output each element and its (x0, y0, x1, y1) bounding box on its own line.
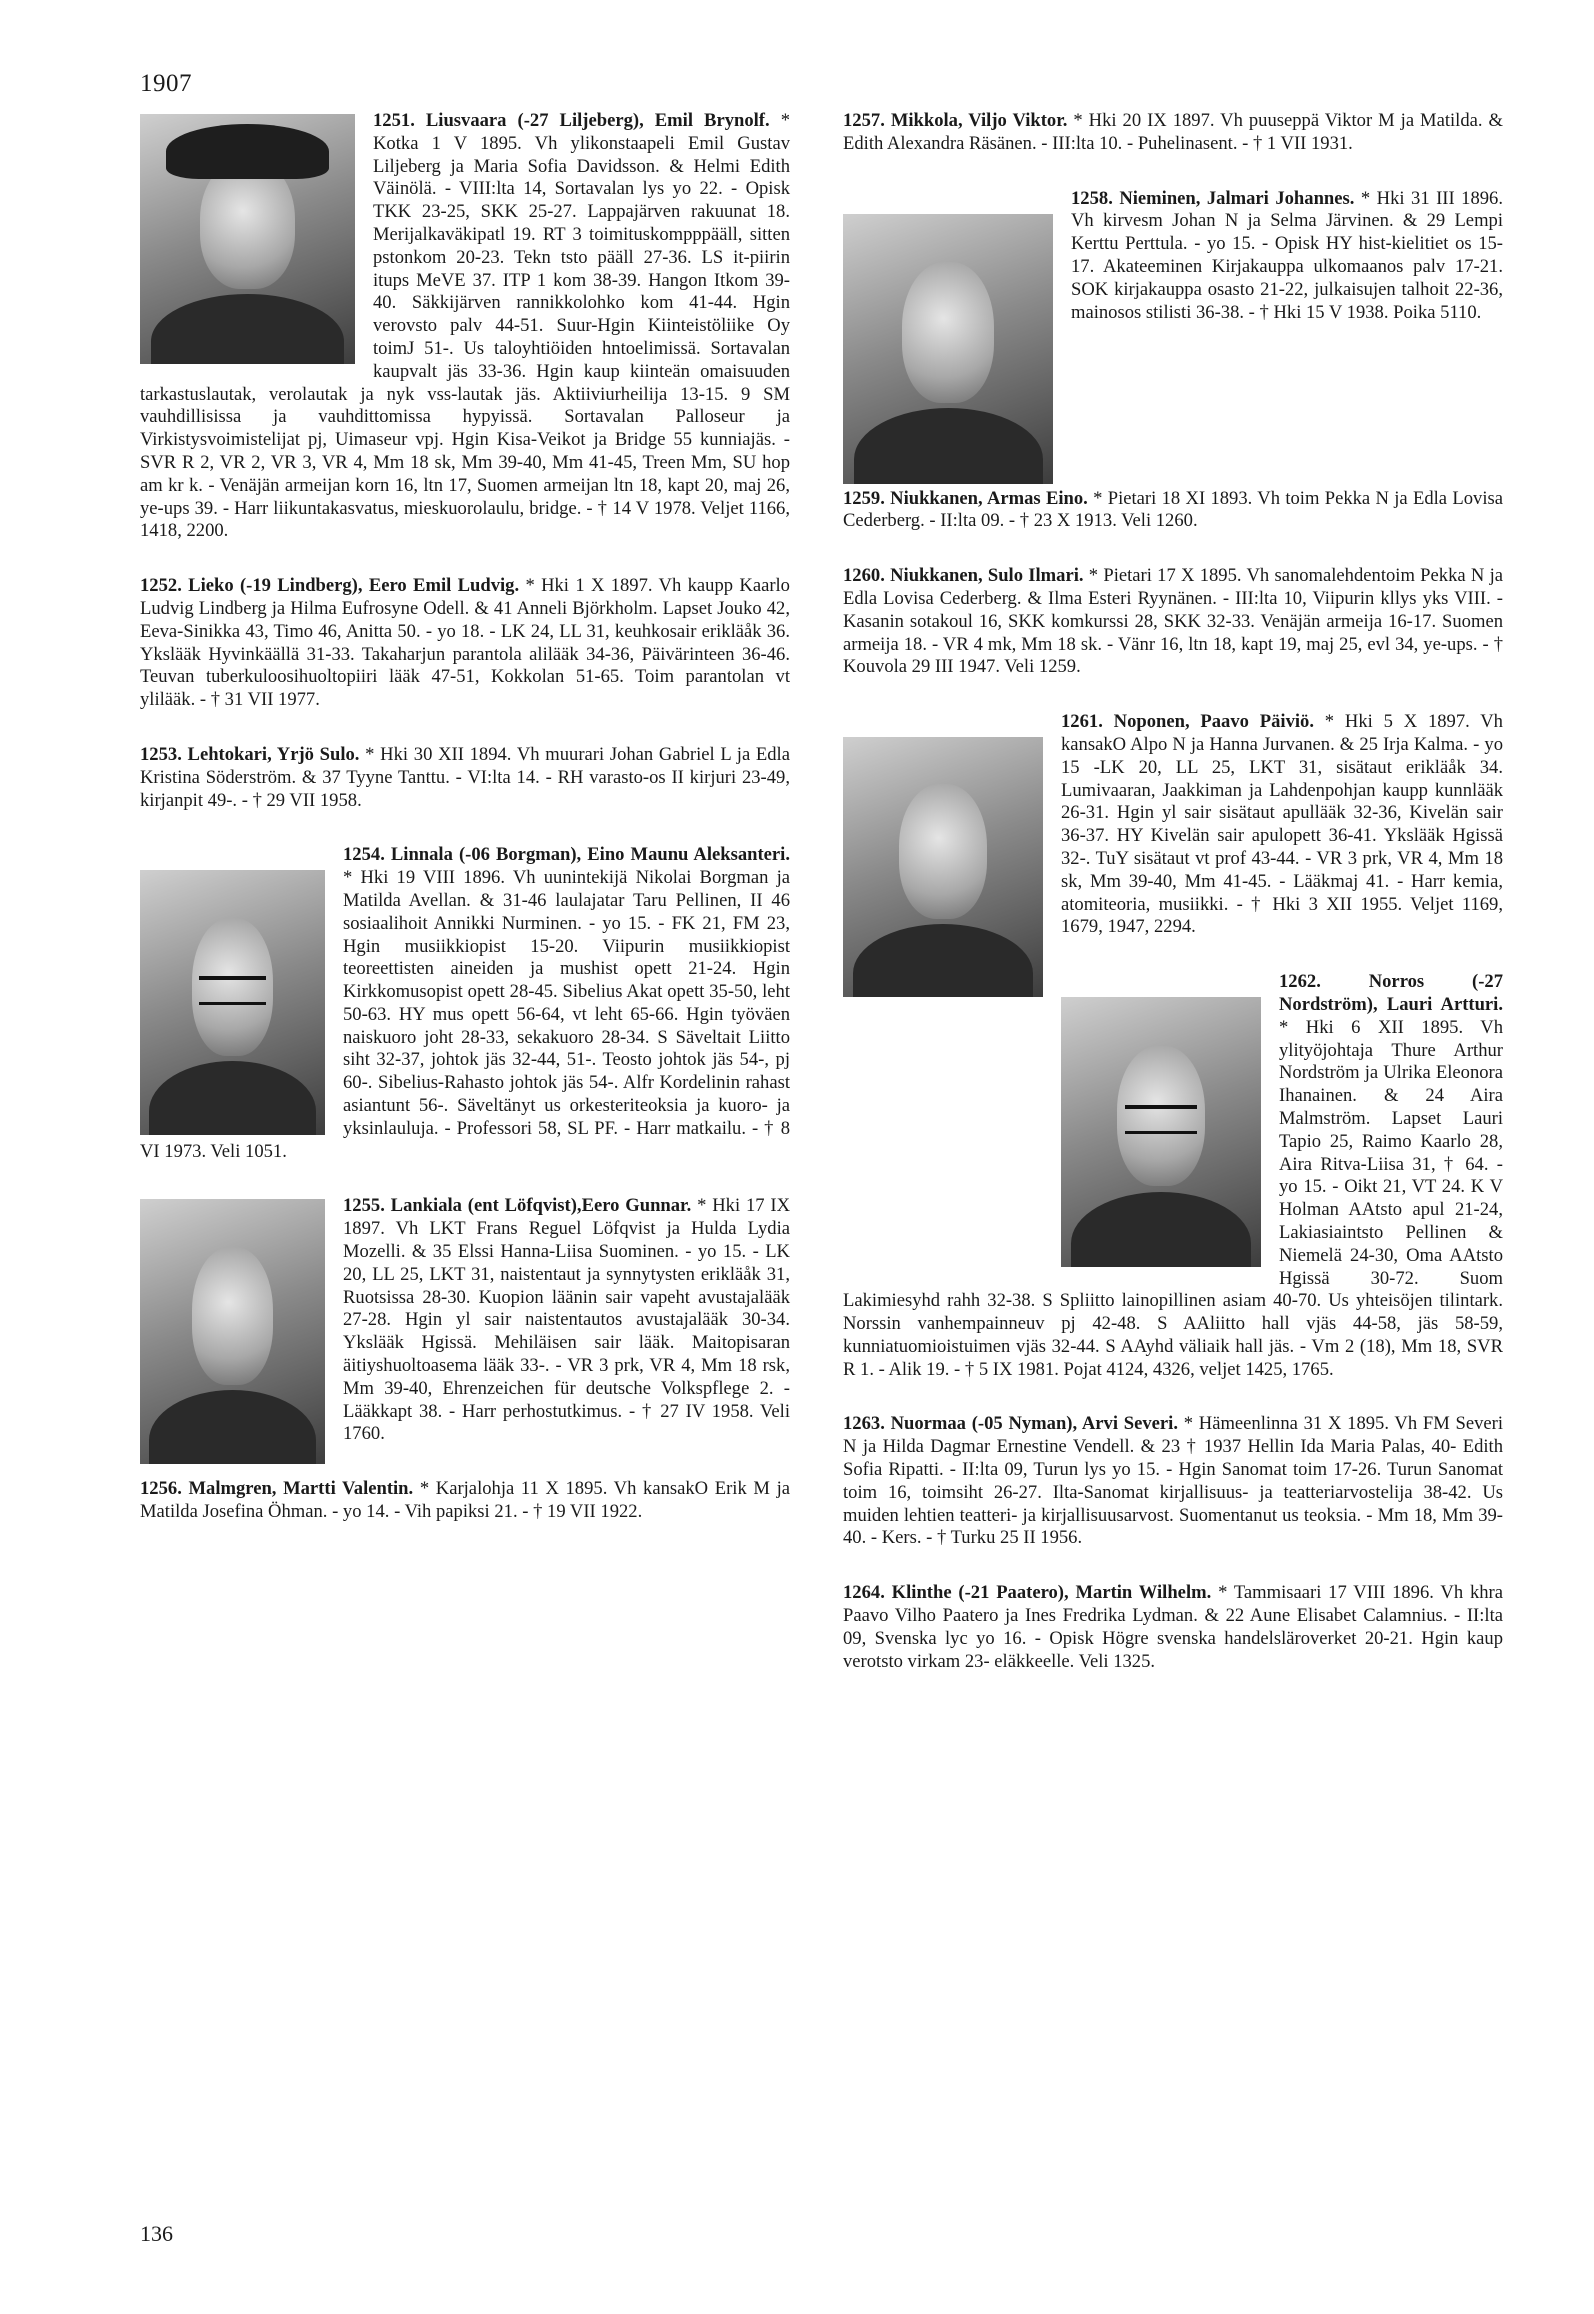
entry-text: * Pietari 17 X 1895. Vh sanomalehdentoim Pekka N ja Edla Lovisa Cederberg. & Ilma Esteri Ryynänen. - III:lta 10, Viipurin kllys yks VIII. - Kasanin sotakoul 16, SKK komkurssi 28, SKK 32-33. Venäjän armeija 16-17. Suomen armeija 18. - VR 4 mk, Mm 18 sk. - Vänr 16, ltn 18, kapt 19, maj 25, evl 34, ye-ups. - † Kouvola 29 III 1947. Veli 1259. (843, 565, 1504, 678)
entry-1251 (140, 110, 790, 543)
portrait-photo (140, 870, 325, 1135)
entry-text: * Hki 31 III 1896. Vh kirvesm Johan N ja Selma Järvinen. & 29 Lempi Kerttu Perttula. - yo 15. - Opisk HY hist-kielitiet os 15-17. Akateeminen Kirjakauppa ulkomaanos palv 17-21. SOK kirjakauppa osasto 21-22, julkaisujen talhoit 22-36, mainosos stilisti 36-38. - † Hki 15 V 1938. Poika 5110. (1071, 187, 1503, 323)
entry-heading: 1259. Niukkanen, Armas Eino. (843, 487, 1094, 509)
page-year: 1907 (140, 70, 192, 97)
entry-text: * Hki 19 VIII 1896. Vh uunintekijä Nikolai Borgman ja Matilda Avellan. & 31-46 laulajatar Taru Pellinen, II 46 sosiaalihoit Annikki Nurminen. - yo 15. - FK 21, FM 23, Hgin musiikkiopist 15-20. Viipurin musiikkiopist teoreettisten aineiden ja mushist opett 21-24. Hgin Kirkkomusopist opett 28-45. Sibelius Akat opett 35-50, leht 50-63. HY mus opett 56-64, vt leht 65-66. Hgin työväen naiskuoro joht 28-33, sekakuoro 28-34. S Säveltait Liitto siht 32-37, johtok jäs 32-44, 51-. Teosto johtok jäs 54-, pj 60-. Sibelius-Rahasto johtok jäs 54-. Alfr Kordelinin rahast asiantunt 56-. Säveltänyt us orkesteriteoksia ja kuoro- ja yksinlauluja. - Professori 58, SL PF. - Harr matkailu. - † 8 VI 1973. Veli 1051. (140, 867, 790, 1162)
entry-heading: 1261. Noponen, Paavo Päiviö. (1061, 711, 1325, 733)
portrait-photo (140, 1199, 325, 1464)
entry-text: * Karjalohja 11 X 1895. Vh kansakO Erik M ja Matilda Josefina Öhman. - yo 14. - Vih papiksi 21. - † 19 VII 1922. (140, 1478, 790, 1523)
entry-1263 (843, 1413, 1503, 1550)
entry-heading: 1256. Malmgren, Martti Valentin. (140, 1478, 420, 1500)
entry-1262 (843, 971, 1503, 1381)
entry-1254 (140, 844, 790, 1163)
entry-1252 (140, 575, 790, 712)
entry-1261 (843, 711, 1503, 939)
entry-heading: 1251. Liusvaara (-27 Liljeberg), Emil Brynolf. (373, 110, 781, 131)
portrait-photo (843, 737, 1043, 997)
entry-text: * Hki 1 X 1897. Vh kaupp Kaarlo Ludvig Lindberg ja Hilma Eufrosyne Odell. & 41 Anneli Björkholm. Lapset Jouko 42, Eeva-Sinikka 43, Timo 46, Anitta 50. - yo 18. - LK 24, LL 31, keuhkosair erikläåk 36. Ykslääk Hyvinkäällä 31-33. Takaharjun parantola alilääk 34-36, Päivärinteen 36-46. Teuvan tuberkuloosihuoltopiiri lääk 47-51, Kokkolan 51-65. Toim parantolan vt ylilääk. - † 31 VII 1977. (140, 575, 790, 711)
entry-1253 (140, 744, 790, 812)
entry-heading: 1257. Mikkola, Viljo Viktor. (843, 110, 1074, 131)
entry-heading: 1262. Norros (-27 Nordström), Lauri Artturi. (1279, 971, 1503, 1015)
portrait-photo (843, 214, 1053, 484)
left-column (140, 110, 790, 1556)
portrait-photo (140, 114, 355, 364)
entry-heading: 1254. Linnala (-06 Borgman), Eino Maunu Aleksanteri. (343, 844, 790, 866)
entry-text: * Hki 17 IX 1897. Vh LKT Frans Reguel Löfqvist ja Hulda Lydia Mozelli. & 35 Elssi Hanna-Liisa Suominen. - yo 15. - LK 20, LL 25, LKT 31, naistentaut ja synnytysten erikläåk 31, Ruotsissa 28-30. Kuopion läänin sair vapeht avustajalääk 27-28. Hgin yl sair naistentautos avustajalääk 30-34. Ykslääk Hgissä. Mehiläisen sair lääk. Maitopisaran äitiyshuoltoasema lääk 33-. - VR 3 prk, VR 4, Mm 18 rsk, Mm 39-40, Ehrenzeichen für deutsche Volkspflege 2. - Lääkkapt 38. - Harr perhostutkimus. - † 27 IV 1958. Veli 1760. (343, 1195, 790, 1445)
entry-1257 (843, 110, 1503, 156)
entry-1264 (843, 1582, 1503, 1673)
portrait-photo (1061, 997, 1261, 1267)
entry-text: * Hki 30 XII 1894. Vh muurari Johan Gabriel L ja Edla Kristina Söderström. & 37 Tyyne Tanttu. - VI:lta 14. - RH varasto-os II kirjuri 23-49, kirjanpit 49-. - † 29 VII 1958. (140, 743, 790, 811)
entry-text: * Tammisaari 17 VIII 1896. Vh khra Paavo Vilho Paatero ja Ines Fredrika Lydman. & 22 Aune Elisabet Calamnius. - II:lta 09, Svenska lyc yo 16. - Opisk Högre svenska handelsläroverket 20-21. Hgin kaup verotsto virkam 23- eläkkeelle. Veli 1325. (843, 1582, 1503, 1672)
entry-1260 (843, 565, 1503, 679)
entry-1259 (843, 488, 1503, 534)
entry-heading: 1252. Lieko (-19 Lindberg), Eero Emil Ludvig. (140, 575, 526, 597)
entry-text: * Hämeenlinna 31 X 1895. Vh FM Severi N ja Hilda Dagmar Ernestine Vendell. & 23 † 1937 Hellin Ida Maria Palas, 40- Edith Sofia Ripatti. - II:lta 09, Turun lys yo 15. - Hgin Sanomat toim 17-26. Turun Sanomat toim 16, toimsiht 26-27. Ilta-Sanomat kirjallisuus- ja teatteriarvostelija 38-42. Us muiden lehtien teatteri- ja kirjallisuusarvost. Suomentanut us teoksia. - Mm 18, Mm 39-40. - Kers. - † Turku 25 II 1956. (843, 1413, 1503, 1549)
entry-heading: 1258. Nieminen, Jalmari Johannes. (1071, 187, 1361, 209)
entry-1255 (140, 1195, 790, 1446)
entry-text: * Pietari 18 XI 1893. Vh toim Pekka N ja Edla Lovisa Cederberg. - II:lta 09. - † 23 X 1913. Veli 1260. (843, 487, 1503, 532)
entry-1258 (843, 188, 1503, 325)
entry-heading: 1264. Klinthe (-21 Paatero), Martin Wilhelm. (843, 1582, 1219, 1604)
entry-1256 (140, 1478, 790, 1524)
right-column (843, 110, 1503, 1705)
page-number: 136 (140, 2221, 173, 2246)
entry-text: * Hki 5 X 1897. Vh kansakO Alpo N ja Hanna Jurvanen. & 25 Irja Kalma. - yo 15 -LK 20, LL 25, LKT 31, sisätaut erikläåk 34. Lumivaaran, Jaakkiman ja Lahdenpohjan kaupp kunnlääk 26-31. Hgin yl sair sisätaut apullääk 32-36, Kivelän sair 36-37. HY Kivelän sair apulopett 36-41. Ykslääk Hgissä 32-. TuY sisätaut vt prof 43-44. - VR 3 prk, VR 4, Mm 18 sk, Mm 39-40, Mm 41-45. - Lääkmaj 41. - Harr kemia, atomiteoria, musiikki. - † Hki 3 XII 1955. Veljet 1169, 1679, 1947, 2294. (1061, 711, 1503, 938)
entry-heading: 1263. Nuormaa (-05 Nyman), Arvi Severi. (843, 1413, 1184, 1435)
entry-text: * Hki 6 XII 1895. Vh ylityöjohtaja Thure Arthur Nordström ja Ulrika Eleonora Ihanainen. & 24 Aira Malmström. Lapset Lauri Tapio 25, Raimo Kaarlo 28, Aira Ritva-Liisa 31, † 64. - yo 15. - Oikt 21, VT 24. K V Holman AAtsto apul 21-24, Lakiasiaintsto Pellinen & Niemelä 24-30, Oma AAtsto Hgissä 30-72. Suom Lakimiesyhd rahh 32-38. S Spliitto lainopillinen asiam 40-70. Us yhteisöjen tilintark. Norssin vanhempainneuv pj 42-48. S AAliitto hall vjäs 44-58, jäs 58-59, kunniatuomioistuimen vjäs 32-44. S AAyhd väliaik hall jäs. - Vm 2 (18), Mm 18, SVR R 1. - Alik 19. - † 5 IX 1981. Pojat 4124, 4326, veljet 1425, 1765. (843, 1016, 1503, 1380)
entry-text: * Hki 20 IX 1897. Vh puuseppä Viktor M ja Matilda. & Edith Alexandra Räsänen. - III:lta 10. - Puhelinasent. - † 1 VII 1931. (843, 110, 1503, 154)
entry-heading: 1253. Lehtokari, Yrjö Sulo. (140, 743, 366, 765)
entry-heading: 1255. Lankiala (ent Löfqvist),Eero Gunnar. (343, 1195, 698, 1217)
entry-heading: 1260. Niukkanen, Sulo Ilmari. (843, 565, 1089, 587)
entry-text: * Kotka 1 V 1895. Vh ylikonstaapeli Emil Gustav Liljeberg ja Maria Sofia Davidsson. & Helmi Edith Väinölä. - VIII:lta 14, Sortavalan lys yo 22. - Opisk TKK 23-25, SKK 25-27. Lappajärven rakuunat 18. Merijalkaväkipatl 19. RT 3 toimituskompppääll, sitten pstonkom 20-23. Tekn tsto pääll 27-36. LS it-piirin itups MeVE 37. ITP 1 kom 38-39. Hangon Itkom 39-40. Säkkijärven rannikkolohko kom 41-44. Hgin verovsto palv 44-51. Suur-Hgin Kiinteistöliike Oy toimJ 51-. Us taloyhtiöiden hntoelimissä. Sortavalan kaupvalt jäs 33-36. Hgin kaup kiinteän omaisuuden tarkastuslautak, verolautak ja nyk vss-lautak jäs. Aktiiviurheilija 13-15. 9 SM vauhdillisissa ja vauhdittomissa hypyissä. Sortavalan Palloseur ja Virkistysvoimistelijat pj, Uimaseur vpj. Hgin Kisa-Veikot ja Bridge 55 kunniajäs. - SVR R 2, VR 2, VR 3, VR 4, Mm 18 sk, Mm 39-40, Mm 41-45, Treen Mm, SU hop am kr k. - Venäjän armeijan korn 16, ltn 17, Suomen armeijan ltn 18, kapt 20, maj 26, ye-ups 39. - Harr liikuntakasvatus, mieskuorolaulu, bridge. - † 14 V 1978. Veljet 1166, 1418, 2200. (140, 110, 790, 542)
